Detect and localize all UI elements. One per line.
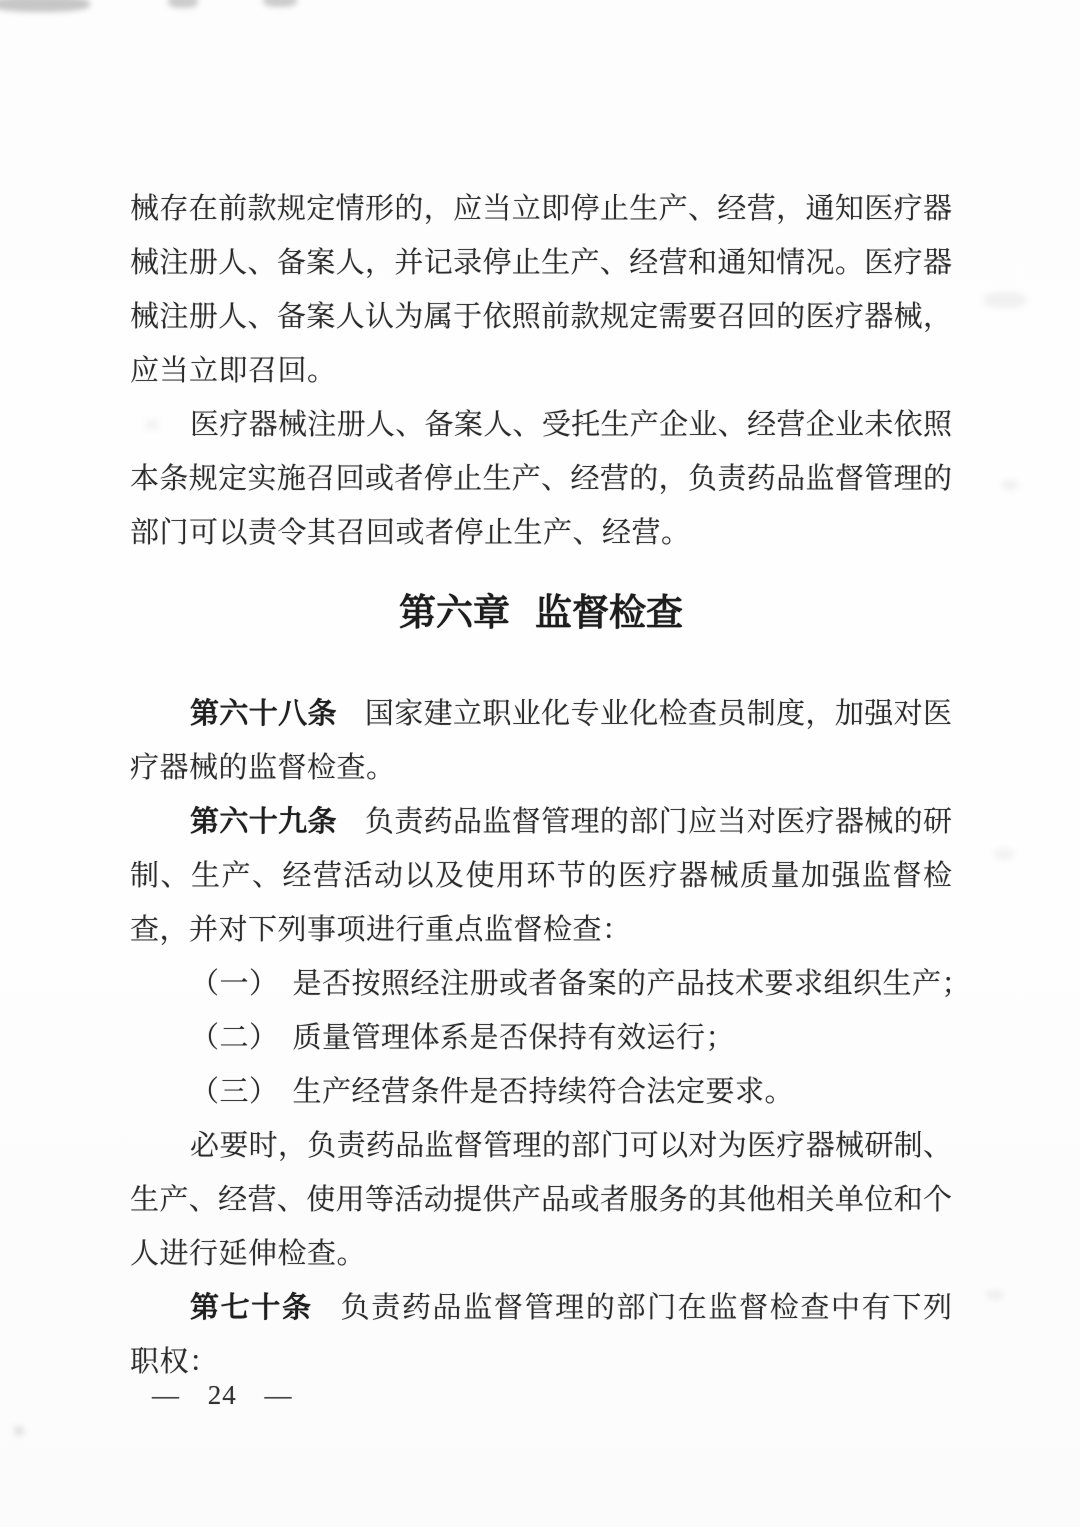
item-1-marker: （一）	[190, 968, 279, 1000]
chapter-number: 第六章	[399, 592, 510, 633]
article-68-line-1	[130, 687, 952, 741]
article-69-text: 负责药品监督管理的部门应当对医疗器械的研	[364, 806, 952, 838]
article-68-line-2: 疗器械的监督检查。	[130, 752, 396, 784]
item-1-text: 是否按照经注册或者备案的产品技术要求组织生产；	[292, 968, 972, 1000]
scan-smudge	[984, 292, 1026, 308]
article-69-term: 第六十九条	[190, 806, 337, 838]
item-2-marker: （二）	[190, 1022, 279, 1054]
page-text-block	[130, 182, 972, 1389]
item-3-text: 生产经营条件是否持续符合法定要求。	[292, 1076, 795, 1108]
item-2-text: 质量管理体系是否保持有效运行；	[292, 1022, 736, 1054]
article-69-para2-line-3: 人进行延伸检查。	[130, 1238, 367, 1270]
scan-smudge	[14, 1426, 24, 1436]
paragraph-recall-line-3: 械注册人、备案人认为属于依照前款规定需要召回的医疗器械，	[130, 301, 952, 333]
item-3-marker: （三）	[190, 1076, 279, 1108]
article-70-line-1	[130, 1281, 952, 1335]
article-70-text: 负责药品监督管理的部门在监督检查中有下列	[340, 1292, 952, 1324]
scan-smudge	[0, 0, 90, 12]
paragraph-noncompliance-line-2: 本条规定实施召回或者停止生产、经营的，负责药品监督管理的	[130, 463, 952, 495]
article-70-term: 第七十条	[190, 1292, 313, 1324]
scan-smudge	[994, 848, 1014, 860]
article-69-para2-line-1: 必要时，负责药品监督管理的部门可以对为医疗器械研制、	[190, 1130, 952, 1162]
scan-smudge	[986, 1290, 1004, 1300]
article-69-line-3: 查，并对下列事项进行重点监督检查：	[130, 914, 632, 946]
scan-smudge	[168, 0, 198, 8]
article-68-text: 国家建立职业化专业化检查员制度，加强对医	[364, 698, 952, 730]
chapter-heading	[130, 584, 952, 642]
article-69-para2-line-2: 生产、经营、使用等活动提供产品或者服务的其他相关单位和个	[130, 1184, 952, 1216]
article-68-term: 第六十八条	[190, 698, 337, 730]
article-69-item-2	[130, 1011, 952, 1065]
article-69-item-3	[130, 1065, 952, 1119]
article-69-line-2: 制、生产、经营活动以及使用环节的医疗器械质量加强监督检	[130, 860, 952, 892]
paragraph-noncompliance-line-3: 部门可以责令其召回或者停止生产、经营。	[130, 517, 691, 549]
paragraph-recall-line-2: 械注册人、备案人，并记录停止生产、经营和通知情况。医疗器	[130, 247, 952, 279]
article-69-line-1	[130, 795, 952, 849]
chapter-title: 监督检查	[535, 592, 683, 633]
article-70-line-2: 职权：	[130, 1346, 219, 1378]
scan-smudge	[1002, 480, 1018, 490]
article-69-item-1	[130, 957, 972, 1011]
paragraph-recall-line-1: 械存在前款规定情形的，应当立即停止生产、经营，通知医疗器	[130, 193, 952, 225]
paragraph-recall-line-4: 应当立即召回。	[130, 355, 337, 387]
page-number: — 24 —	[152, 1380, 293, 1410]
paragraph-noncompliance-line-1: 医疗器械注册人、备案人、受托生产企业、经营企业未依照	[190, 409, 952, 441]
scan-smudge	[263, 0, 297, 7]
